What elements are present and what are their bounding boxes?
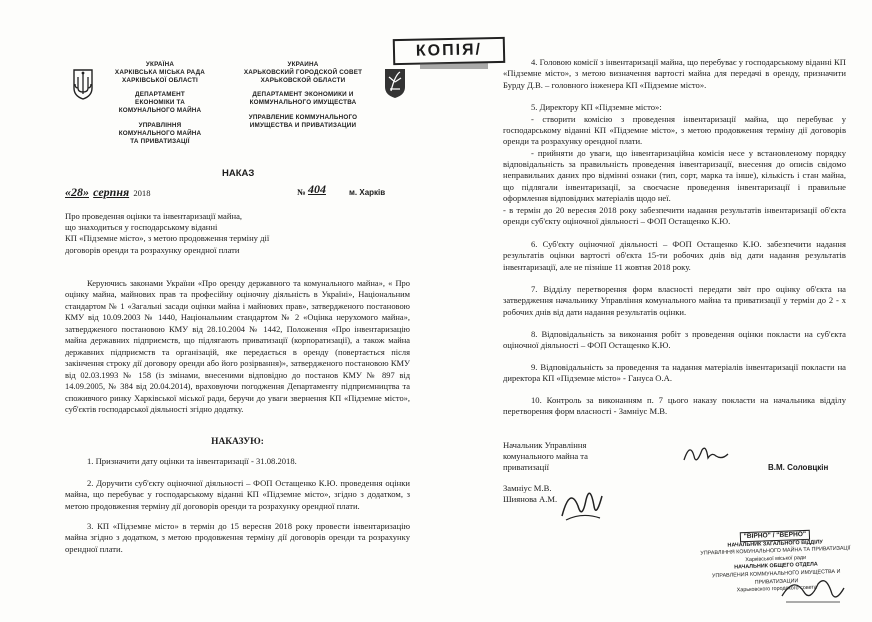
- item-5c: - в термін до 20 вересня 2018 року забезпечити надання результатів інвентаризації об'єкта оренди суб'єкту оціночної діяльності – ФОП Остащенко К.Ю.: [503, 205, 846, 227]
- header-right: [228, 61, 378, 130]
- header-right-line: УКРАИНА: [287, 61, 319, 68]
- order-heading: НАКАЗУЮ:: [211, 437, 264, 447]
- stamp-signature-icon: [778, 572, 848, 606]
- stamp-line: Харківської міської ради: [745, 554, 807, 563]
- stamp-line: "ВІРНО" / "ВЕРНО": [740, 530, 811, 542]
- stamp-line: УПРАВЛІННЯ КОМУНАЛЬНОГО МАЙНА ТА ПРИВАТИЗАЦІЇ: [700, 545, 851, 557]
- copy-stamp: КОПІЯ/: [393, 37, 506, 65]
- executor-name: Шиянова А.М.: [503, 494, 558, 505]
- subject-line: договорів оренди та розрахунку орендної плати: [65, 244, 240, 255]
- executor-signature-icon: [556, 476, 606, 526]
- director-signature-icon: [680, 440, 732, 470]
- item-5b: - прийняти до уваги, що інвентаризаційна комісія несе у встановленому порядку відповідальність за правильність проведення інвентаризації, внесення до описів свідомо неправильних даних про відмінні ознаки (тип, сорт, марка та інше), кількість і стан майна, що підлягали інвентаризації, за своєчасне проведення інвентаризації і правильне оформлення відповідних матеріалів щодо неї.: [503, 148, 846, 203]
- signature-position-line: приватизації: [503, 462, 549, 473]
- item-1: 1. Призначити дату оцінки та інвентаризації - 31.08.2018.: [87, 456, 297, 466]
- order-year: 2018: [133, 188, 151, 198]
- order-day: «28»: [65, 185, 89, 199]
- header-right-line: ХАРЬКОВСКИЙ ГОРОДСКОЙ СОВЕТ: [243, 69, 363, 76]
- item-7: 7. Відділу перетворення форм власності передати звіт про оцінку об'єкта на затвердження начальнику Управління комунального майна та приватизації у термін до 2 - х робочих днів від дати надання результатів оцінки.: [503, 284, 846, 317]
- item-6: 6. Суб'єкту оціночної діяльності – ФОП Остащенко К.Ю. забезпечити надання результатів оцінки вартості об'єкта 15-ти робочих днів від дати надання результатів інвентаризації, але не пізніше 11 жовтня 2018 року.: [503, 239, 846, 272]
- order-number-prefix: №: [297, 187, 306, 197]
- item-10: 10. Контроль за виконанням п. 7 цього наказу покласти на начальника відділу перетворення форм власності - Замніус М.В.: [503, 395, 846, 417]
- header-left: [90, 61, 230, 146]
- header-right-line: ХАРЬКОВСКОЙ ОБЛАСТИ: [260, 77, 346, 84]
- subject-line: що знаходиться у господарському віданні: [65, 222, 218, 233]
- header-left-line: УКРАЇНА: [145, 61, 175, 68]
- signature-name: В.М. Соловцкін: [768, 463, 829, 472]
- header-left-line: ХАРКІВСЬКОЇ ОБЛАСТІ: [121, 77, 198, 84]
- header-right-line: ДЕПАРТАМЕНТ ЭКОНОМИКИ И: [252, 91, 354, 98]
- subject-line: Про проведення оцінки та інвентаризації майна,: [65, 211, 243, 221]
- order-number: 404: [308, 182, 326, 196]
- header-left-line: ДЕПАРТАМЕНТ: [135, 91, 185, 98]
- executor-name: Замніус М.В.: [503, 483, 552, 493]
- stamp-line: НАЧАЛЬНИК ЗАГАЛЬНОГО ВІДДІЛУ: [727, 538, 823, 549]
- header-left-line: КОМУНАЛЬНОГО МАЙНА: [118, 130, 202, 137]
- signature-position-line: комунального майна та: [503, 451, 588, 462]
- page-title: НАКАЗ: [222, 168, 255, 179]
- header-left-line: ЕКОНОМІКИ ТА: [135, 99, 185, 106]
- stamp-smudge: [420, 63, 488, 69]
- header-left-line: ТА ПРИВАТИЗАЦІЇ: [130, 138, 190, 145]
- order-subject: [65, 211, 365, 256]
- header-left-line: ХАРКІВСЬКА МІСЬКА РАДА: [114, 69, 206, 76]
- header-right-line: КОММУНАЛЬНОГО ИМУЩЕСТВА: [249, 99, 357, 106]
- item-2: 2. Доручити суб'єкту оціночної діяльності – ФОП Остащенко К.Ю. проведення оцінки майна, що перебуває у господарському віданні КП «Підземне місто», згідно з додатком, з метою продовження терміну дії договорів оренди та розрахунку орендної плати.: [65, 478, 410, 511]
- preamble: Керуючись законами України «Про оренду державного та комунального майна», « Про оцінку майна, майнових прав та професійну оціночну діяльність в Україні», Національним стандартом № 1 «Загальні засади оцінки майна і майнових прав», затвердженого постановою КМУ від 10.09.2003 № 1440, Національним стандартом № 2 «Оцінка нерухомого майна», затвердженого постановою КМУ від 28.10.2004 № 1442, Положення «Про інвентаризацію майна державних підприємств, що підлягають приватизації (корпоратизації), а також майна державних підприємств та організацій, яке передається в оренду (повертається після закінчення строку дії договору оренди або його розірвання)», затвердженого постановою КМУ від 02.03.1993 № 158 (із змінами, внесеними відповідно до постанов КМУ № 897 від 14.09.2005, № 384 від 20.04.2014), враховуючи погодження Департаменту підприємництва та споживчого ринку Харківської міської ради, беручи до уваги звернення КП «Підземне місто», суб'єктів господарської діяльності згідно додатку.: [65, 278, 410, 414]
- header-right-line: ИМУЩЕСТВА И ПРИВАТИЗАЦИИ: [249, 122, 357, 129]
- signature-position: [503, 440, 643, 474]
- item-3: 3. КП «Підземне місто» в термін до 15 вересня 2018 року провести інвентаризацію майна згідно з додатком, з метою продовження терміну дії договорів оренди та розрахунку орендної плати.: [65, 521, 410, 554]
- item-4: 4. Головою комісії з інвентаризації майна, що перебуває у господарському віданні КП «Підземне місто», з метою визначення вартості майна для передачі в оренду, призначити Бурду Д.В. – головного інженера КП «Підземне місто».: [503, 57, 846, 90]
- subject-line: КП «Підземне місто», з метою продовження терміну дії: [65, 233, 270, 244]
- header-right-line: УПРАВЛЕНИЕ КОММУНАЛЬНОГО: [248, 114, 358, 121]
- stamp-line: НАЧАЛЬНИК ОБЩЕГО ОТДЕЛА: [734, 561, 818, 571]
- item-5-heading: 5. Директору КП «Підземне місто»:: [531, 102, 662, 112]
- stamp-line: УПРАВЛЕНИЯ КОММУНАЛЬНОГО ИМУЩЕСТВА И ПРИВАТИЗАЦИИ: [711, 568, 841, 586]
- order-month: серпня: [93, 185, 130, 199]
- item-9: 9. Відповідальність за проведення та надання матеріалів інвентаризації покласти на директора КП «Підземне місто» - Ганусa О.А.: [503, 362, 846, 384]
- order-date-line: [65, 182, 395, 200]
- header-left-line: УПРАВЛІННЯ: [138, 122, 182, 129]
- item-8: 8. Відповідальність за виконання робіт з проведення оцінки покласти на суб'єкта оціночної діяльності – ФОП Остащенко К.Ю.: [503, 329, 846, 351]
- kharkiv-coat-of-arms-icon: [383, 67, 407, 99]
- header-left-line: КОМУНАЛЬНОГО МАЙНА: [118, 107, 202, 114]
- stamp-line: Харьковского городского совета: [736, 584, 817, 594]
- signature-position-line: Начальник Управління: [503, 440, 587, 450]
- order-city: м. Харків: [349, 188, 386, 197]
- item-5a: - створити комісію з проведення інвентаризації майна, що перебуває у господарському віданні КП «Підземне місто», з метою продовження терміну дії договорів оренди та розрахунку орендної плати.: [503, 114, 846, 147]
